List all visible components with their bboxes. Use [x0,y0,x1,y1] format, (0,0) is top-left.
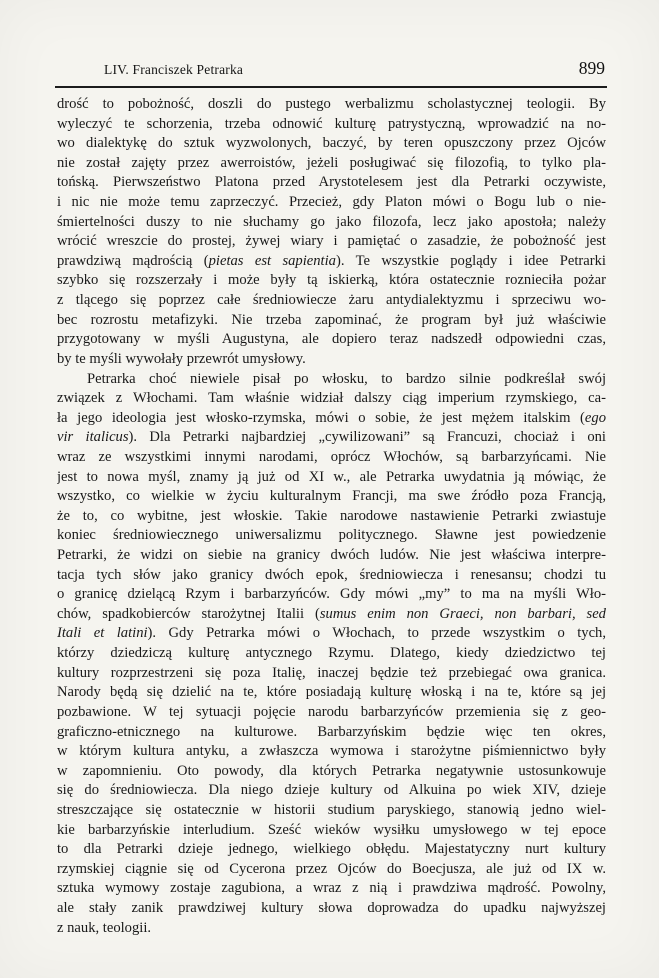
text-segment: się do średniowiecza. Dla niego dzieje kultury od Alkuina po wiek XIV, dzieje [57,782,606,799]
text-line [57,899,606,919]
text-segment: wo dialektykę do sztuk wyzwolonych, baczyć, by teren opuszczony przez Ojców [57,135,606,152]
italic-text-segment: ego [584,409,606,426]
text-segment: o granicę dzielącą Rzym i barbarzyńców. Gdy mówi „my” to ma na myśli Wło- [57,586,606,603]
text-segment: którzy dziedziczą kulturę antycznego Rzymu. Dlatego, kiedy dziedzictwo tej [57,645,606,662]
text-segment: związek z Włochami. Tam właśnie widział dalszy ciąg imperium rzymskiego, ca- [57,390,606,407]
text-line [57,840,606,860]
text-segment: i nic nie może temu zaprzeczyć. Przecież, gdy Platon mówi o Bogu lub o nie- [57,194,606,211]
text-segment: tacja tych słów jako granicy dwóch epok, średniowiecza i renesansu; chodzi tu [57,566,606,583]
italic-text-segment: sumus enim non Graeci, non barbari, sed [319,605,606,622]
text-line [57,723,606,743]
text-segment: ). Te wszystkie poglądy i idee Petrarki [335,252,606,269]
text-segment: pozbawione. W tej sytuacji pojęcie narodu barbarzyńców przemienia się z geo- [57,703,606,720]
text-segment: w zapomnieniu. Oto powody, dla których Petrarka negatywnie ustosunkowuje [57,762,606,779]
text-segment: wszystko, co wielkie w życiu kulturalnym Francji, ma swe źródło poza Francją, [57,488,606,505]
text-line [57,507,606,527]
text-line [57,546,606,566]
text-segment: że to, co wybitne, jest włoskie. Takie narodowe nastawienie Petrarki zwiastuje [57,507,606,524]
text-segment: z nauk, teologii. [57,919,152,936]
text-line [57,860,606,880]
text-segment: kie barbarzyńskie interludium. Sześć wieków wysiłku umysłowego w tej epoce [57,821,606,838]
text-segment: wyleczyć te schorzenia, trzeba odnowić kulturę patrystyczną, wprowadzić na no- [57,115,606,132]
text-line [57,605,606,625]
running-header [57,58,607,82]
text-line [57,762,606,782]
text-line [57,526,606,546]
text-segment: sztuka wymowy zostaje zagubiona, a wraz z nią i prawdziwa mądrość. Powolny, [57,880,606,897]
text-line [57,389,606,409]
text-line [57,644,606,664]
text-line [57,585,606,605]
text-segment: przygotowany w myśli Augustyna, ale dopiero teraz nadszedł odpowiedni czas, [57,331,606,348]
page-number: 899 [578,58,605,78]
text-segment: z tlącego się poprzez całe średniowiecze żaru antydialektyzmu i sprzeciwu wo- [57,292,606,309]
text-line [57,350,606,370]
text-segment: jest to nowa myśl, znamy ją już od XI w., ale Petrarka uwydatnia ją mówiąc, że [57,468,606,485]
text-line [57,330,606,350]
text-segment: szybko się rozszerzały i może były tą iskierką, która ostatecznie roznieciła pożar [57,272,606,289]
text-line [57,154,606,174]
text-line [57,919,606,939]
text-line [57,683,606,703]
text-line [57,664,606,684]
text-segment: by te myśli wywołały przewrót umysłowy. [57,350,306,367]
text-segment: śmiertelności duszy to nie słuchamy go jako filozofa, lecz jako apostoła; należy [57,213,606,230]
text-segment: wrócić wreszcie do prostej, żywej wiary i pamiętać o zasadzie, że pobożność jest [57,233,606,250]
text-line [57,370,606,390]
paragraph [57,370,606,939]
text-line [57,173,606,193]
running-title: LIV. Franciszek Petrarka [104,62,244,77]
text-segment: kultury rozprzestrzeni się poza Italię, inaczej będzie też przebiegać owa granica. [57,664,606,681]
text-segment: streszczające się ostatecznie w historii studium paryskiego, stanowią jedno wiel- [57,801,606,818]
text-segment: bec rozrostu metafizyki. Nie trzeba zapominać, że program był już właściwie [57,311,606,328]
text-line [57,624,606,644]
text-line [57,252,606,272]
text-line [57,448,606,468]
text-line [57,232,606,252]
text-segment: ). Dla Petrarki najbardziej „cywilizowani” są Francuzi, chociaż i oni [128,429,606,446]
text-segment: prawdziwą mądrością ( [57,252,209,269]
text-segment: ). Gdy Petrarka mówi o Włochach, to przede wszystkim o tych, [147,625,606,642]
text-segment: graficzno-etnicznego na kulturowe. Barbarzyńskim będzie więc ten okres, [57,723,606,740]
text-line [57,879,606,899]
italic-text-segment: pietas est sapientia [208,252,336,269]
text-line [57,409,606,429]
text-line [57,193,606,213]
text-segment: chów, spadkobierców starożytnej Italii ( [57,605,320,622]
text-segment: to dla Petrarki dzieje jednego, wielkiego obłędu. Majestatyczny nurt kultury [57,841,606,858]
text-segment: koniec średniowiecznego uniwersalizmu politycznego. Sławne jest powiedzenie [57,527,606,544]
text-line [57,213,606,233]
text-segment: Narody będą się dzielić na te, które posiadają kulturę włoską i na te, które są jej [57,684,606,701]
text-line [57,115,606,135]
text-segment: nie został zajęty przez awerroistów, jeżeli posługiwać się filozofią, to tylko pla- [57,154,606,171]
text-line [57,134,606,154]
text-segment: tońską. Pierwszeństwo Platona przed Arystotelesem jest dla Petrarki oczywiste, [57,174,606,191]
text-line [57,487,606,507]
text-segment: drość to pobożność, doszli do pustego werbalizmu scholastycznej teologii. By [57,96,606,112]
text-line [57,428,606,448]
page-body [57,95,606,938]
paragraph [57,95,606,370]
text-line [57,95,606,115]
text-line [57,468,606,488]
text-line [57,566,606,586]
text-line [57,742,606,762]
text-line [57,271,606,291]
text-segment: rzymskiej ciągnie się od Cycerona przez Ojców do Boecjusza, ale już od IX w. [57,860,606,877]
text-line [57,801,606,821]
text-segment: wraz ze wszystkimi innymi narodami, oprócz Włochów, są barbarzyńcami. Nie [57,448,606,465]
header-rule [55,86,607,88]
text-line [57,703,606,723]
text-segment: ła jego ideologia jest włosko-rzymska, mówi o sobie, że jest mężem italskim ( [57,409,585,426]
text-line [57,311,606,331]
text-segment: Petrarki, że widzi on siebie na granicy dwóch ludów. Nie jest właściwa interpre- [57,547,606,564]
text-segment: w którym kultura antyku, a zwłaszcza wymowa i starożytne piśmiennictwo były [57,743,606,760]
italic-text-segment: vir italicus [57,429,129,446]
text-line [57,291,606,311]
text-line [57,821,606,841]
italic-text-segment: Itali et latini [57,625,148,642]
text-line [57,781,606,801]
text-segment: Petrarka choć niewiele pisał po włosku, to bardzo silnie podkreślał swój [87,370,606,387]
text-segment: ale stały zanik prawdziwej kultury słowa doprowadza do upadku najwyższej [57,899,606,916]
